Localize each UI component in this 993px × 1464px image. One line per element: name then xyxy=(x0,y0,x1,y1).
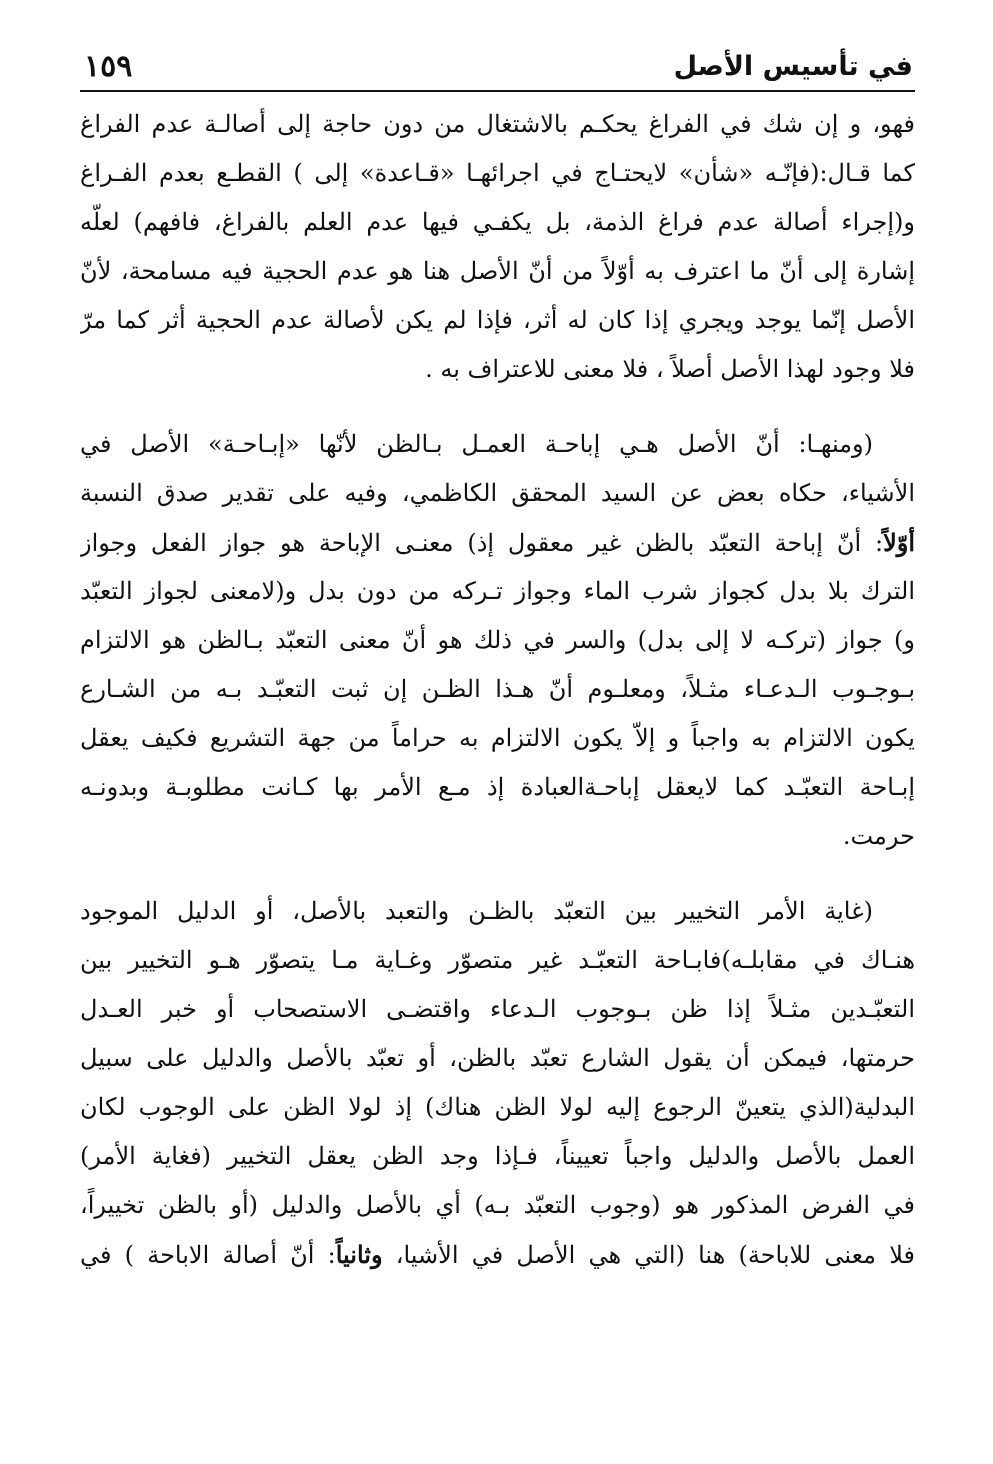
text-line: إشارة إلى أنّ ما اعترف به أوّلاً من أنّ الأصل هنا هو عدم الحجية فيه مسامحة، لأنّ xyxy=(80,257,915,285)
text-line: و) جواز (تركـه لا إلى بدل) والسر في ذلك هو أنّ معنى التعبّد بـالظن هو الالتزام xyxy=(80,626,915,654)
text-line: إبـاحة التعبّـد كما لايعقل إباحـةالعبادة إذ مـع الأمر بها كـانت مطلوبـة وبدونـه xyxy=(80,773,915,801)
page-body xyxy=(80,100,915,1279)
text-line: يكون الالتزام به واجباً و إلاّ يكون الالتزام به حراماً من جهة التشريع فكيف يعقل xyxy=(80,724,915,752)
text-line: حرمتها، فيمكن أن يقول الشارع تعبّد بالظن، أو تعبّد بالأصل والدليل على سبيل xyxy=(80,1044,915,1072)
paragraph-3 xyxy=(80,887,915,1279)
text-line: (ومنهـا: أنّ الأصل هـي إباحـة العمـل بـالظن لأنّها «إبـاحـة» الأصل في xyxy=(80,430,873,458)
text-line xyxy=(80,518,915,567)
text-line: بـوجـوب الـدعـاء مثـلاً، ومعلـوم أنّ هـذا الظـن إن ثبت التعبّـد بـه من الشـارع xyxy=(80,675,915,703)
text-line: حرمت. xyxy=(842,822,915,850)
text-line-start: فلا معنى للاباحة) هنا (التي هي الأصل في الأشيا، xyxy=(382,1241,915,1269)
text-line: كما قـال:(فإنّـه «شأن» لايحتـاج في اجرائهـا «قـاعدة» إلى ) القطـع بعدم الفـراغ xyxy=(80,159,915,187)
paragraph-1 xyxy=(80,100,915,394)
text-line: و(إجراء أصالة عدم فراغ الذمة، بل يكفـي فيها عدم العلم بالفراغ، فافهم) لعلّه xyxy=(80,208,915,236)
running-title: في تأسيس الأصل xyxy=(673,51,913,82)
text-line xyxy=(80,1230,915,1279)
text-line: الأصل إنّما يوجد ويجري إذا كان له أثر، فإذا لم يكن لأصالة عدم الحجية أثر كما مرّ xyxy=(80,306,915,334)
text-line-rest: : أنّ إباحة التعبّد بالظن غير معقول إذ) معنـى الإباحة هو جواز الفعل وجواز xyxy=(80,529,884,557)
text-line: (غاية الأمر التخيير بين التعبّد بالظـن والتعبد بالأصل، أو الدليل الموجود xyxy=(80,897,873,925)
text-line: الترك بلا بدل كجواز شرب الماء وجواز تـركه من دون بدل و(لامعنى لجواز التعبّد xyxy=(80,577,915,605)
bold-word: أوّلاً xyxy=(883,528,915,557)
text-line: التعبّـدين مثـلاً إذا ظن بـوجوب الـدعاء واقتضـى الاستصحاب أو خبر العـدل xyxy=(80,995,915,1023)
text-line: فلا وجود لهذا الأصل أصلاً ، فلا معنى للاعتراف به . xyxy=(425,355,915,383)
text-line-rest: : أنّ أصالة الاباحة ) في xyxy=(80,1241,336,1269)
text-line: الأشياء، حكاه بعض عن السيد المحقق الكاظمي، وفيه على تقدير صدق النسبة xyxy=(80,479,915,507)
page-number: ١٥٩ xyxy=(84,49,133,84)
text-line: هنـاك في مقابلـه)فابـاحة التعبّـد غير متصوّر وغـاية مـا يتصوّر هـو التخيير بين xyxy=(80,946,915,974)
paragraph-2 xyxy=(80,420,915,861)
page-header xyxy=(80,40,915,92)
text-line: في الفرض المذكور هو (وجوب التعبّد بـه) أي بالأصل والدليل (أو بالظن تخييراً، xyxy=(80,1191,915,1219)
text-line: العمل بالأصل والدليل واجباً تعييناً، فـإذا وجد الظن يعقل التخيير (فغاية الأمر) xyxy=(80,1142,915,1170)
text-line: فهو، و إن شك في الفراغ يحكـم بالاشتغال من دون حاجة إلى أصالـة عدم الفراغ xyxy=(80,110,915,138)
text-line: البدلية(الذي يتعينّ الرجوع إليه لولا الظن هناك) إذ لولا الظن على الوجوب لكان xyxy=(80,1093,915,1121)
bold-word-2: وثانياً xyxy=(335,1240,383,1269)
